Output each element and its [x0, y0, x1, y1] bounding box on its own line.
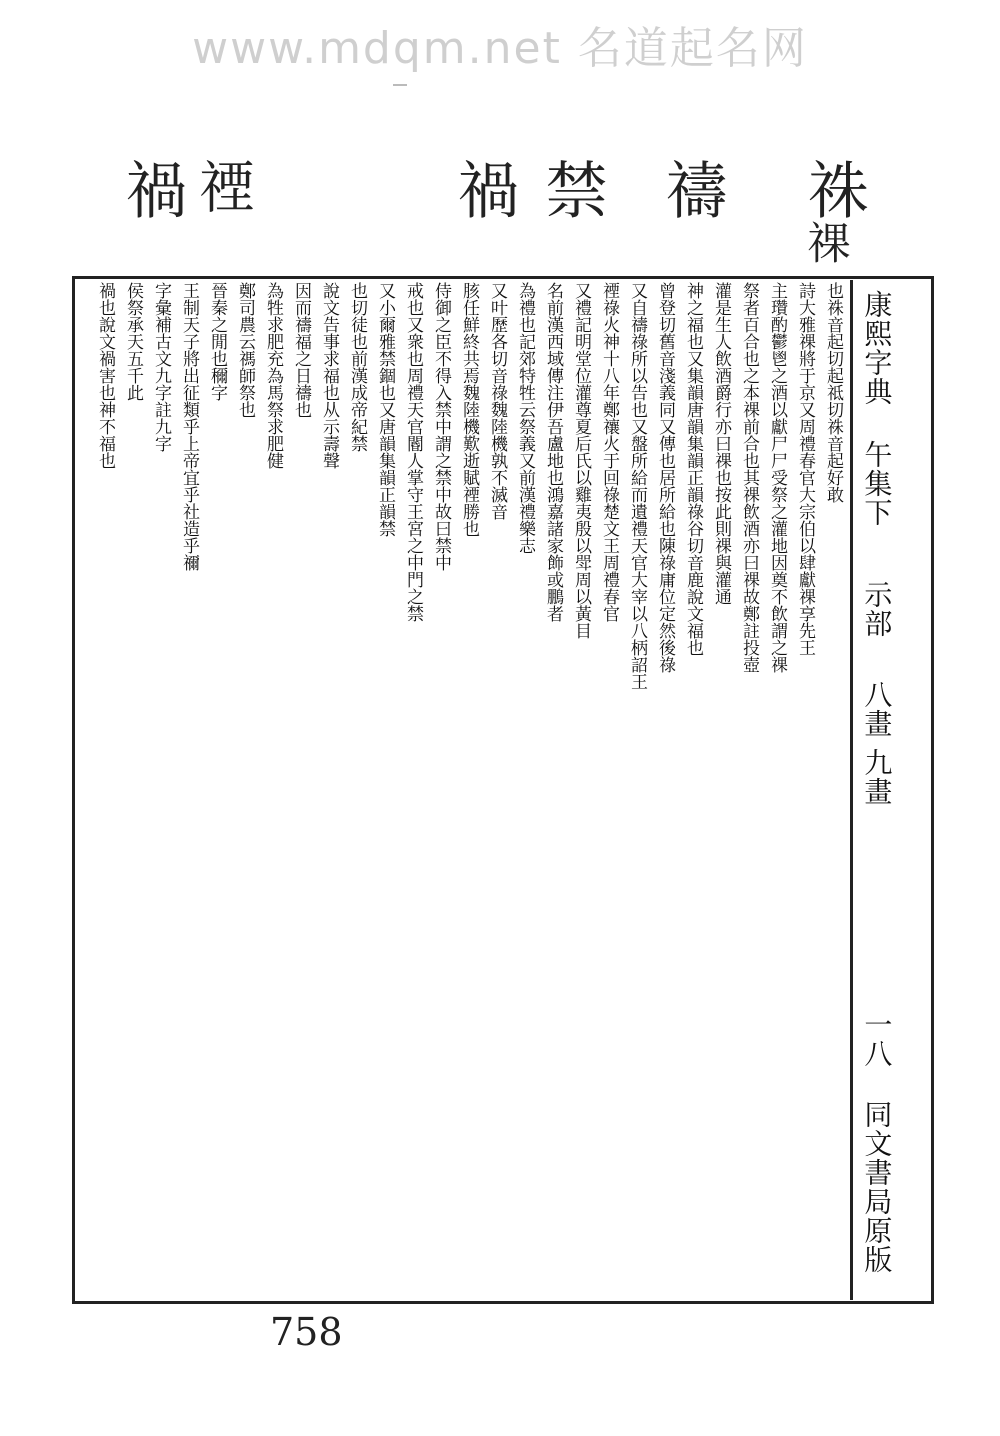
text-column: 王制天子將出征類乎上帝宜乎社造乎禰	[179, 282, 199, 571]
text-column: 又自禱祿所以告也又盤所給而遺禮天官大宰以八柄詔王	[627, 282, 647, 690]
text-column: 為禮也記郊特牲云祭義又前漢禮樂志	[515, 282, 535, 554]
header-glyph-3: 禱	[655, 158, 728, 220]
header-glyph-7: 禍	[115, 158, 188, 220]
text-column: 說文告事求福也从示壽聲	[319, 282, 339, 469]
book-title: 康熙字典	[860, 290, 894, 406]
leaf-number: 一八	[860, 1010, 894, 1068]
text-column: 侍御之臣不得入禁中謂之禁中故曰禁中	[431, 282, 451, 571]
watermark: www.mdqm.net 名道起名网	[192, 23, 808, 74]
text-column: 也切徒也前漢成帝紀禁	[347, 282, 367, 452]
header-glyph-1: 祩	[797, 158, 870, 220]
dictionary-text-area	[78, 282, 846, 1300]
text-column: 字彙補古文九字註九字	[151, 282, 171, 452]
text-column: 神之福也又集韻唐韻集韻正韻祿谷切音鹿說文福也	[683, 282, 703, 656]
text-column: 因而禱福之日禱也	[291, 282, 311, 418]
header-glyph-2: 祼	[799, 220, 850, 264]
text-column: 灌是生人飲酒爵行亦曰祼也按此則祼與灌通	[711, 282, 731, 605]
header-glyph-4: 禁	[535, 158, 608, 220]
header-glyph-5: 禍	[447, 158, 520, 220]
text-column: 晉秦之閒也穪字	[207, 282, 227, 401]
text-column: 鄭司農云禡師祭也	[235, 282, 255, 418]
text-column: 又禮記明堂位灌尊夏后氏以雞夷殷以斝周以黃目	[571, 282, 591, 639]
text-column: 侯祭承天五千此	[123, 282, 143, 401]
section-part: 午集下	[860, 440, 894, 527]
text-column: 詩大雅祼將于京又周禮春官大宗伯以肆獻祼享先王	[795, 282, 815, 656]
text-column: 禍也說文禍害也神不福也	[95, 282, 115, 469]
text-column: 也祩音起切起祗切祩音起好敢	[823, 282, 843, 503]
publisher: 同文書局原版	[860, 1100, 894, 1274]
text-column: 曾登切舊音淺義同又傳也居所給也陳祿庸位定然後祿	[655, 282, 675, 673]
text-column: 又小爾雅禁錮也又唐韻集韻正韻禁	[375, 282, 395, 537]
text-column: 為牲求肥充為馬祭求肥健	[263, 282, 283, 469]
text-column: 主瓚酌鬱鬯之酒以獻尸尸受祭之灌地因奠不飲謂之祼	[767, 282, 787, 673]
divider	[393, 84, 407, 86]
text-column: 胲任鮮終共焉魏陸機歎逝賦禋勝也	[459, 282, 479, 537]
text-column: 戒也又衆也周禮天官閽人掌守王宮之中門之禁	[403, 282, 423, 622]
stroke-count: 八畫 九畫	[860, 680, 894, 806]
text-column: 又叶歷各切音祿魏陸機孰不滅音	[487, 282, 507, 520]
text-column: 祭者百合也之本祼前合也其祼飲酒亦曰祼故鄭註投壺	[739, 282, 759, 673]
radical-label: 示部	[860, 580, 894, 638]
text-column: 禋祿火神十八年鄭禳火于回祿楚文王周禮春官	[599, 282, 619, 622]
text-column: 名前漢西域傳注伊吾盧地也鴻嘉諸家飾或鵬者	[543, 282, 563, 622]
page-number: 758	[270, 1310, 343, 1354]
header-glyph-6: 禋	[190, 158, 255, 214]
